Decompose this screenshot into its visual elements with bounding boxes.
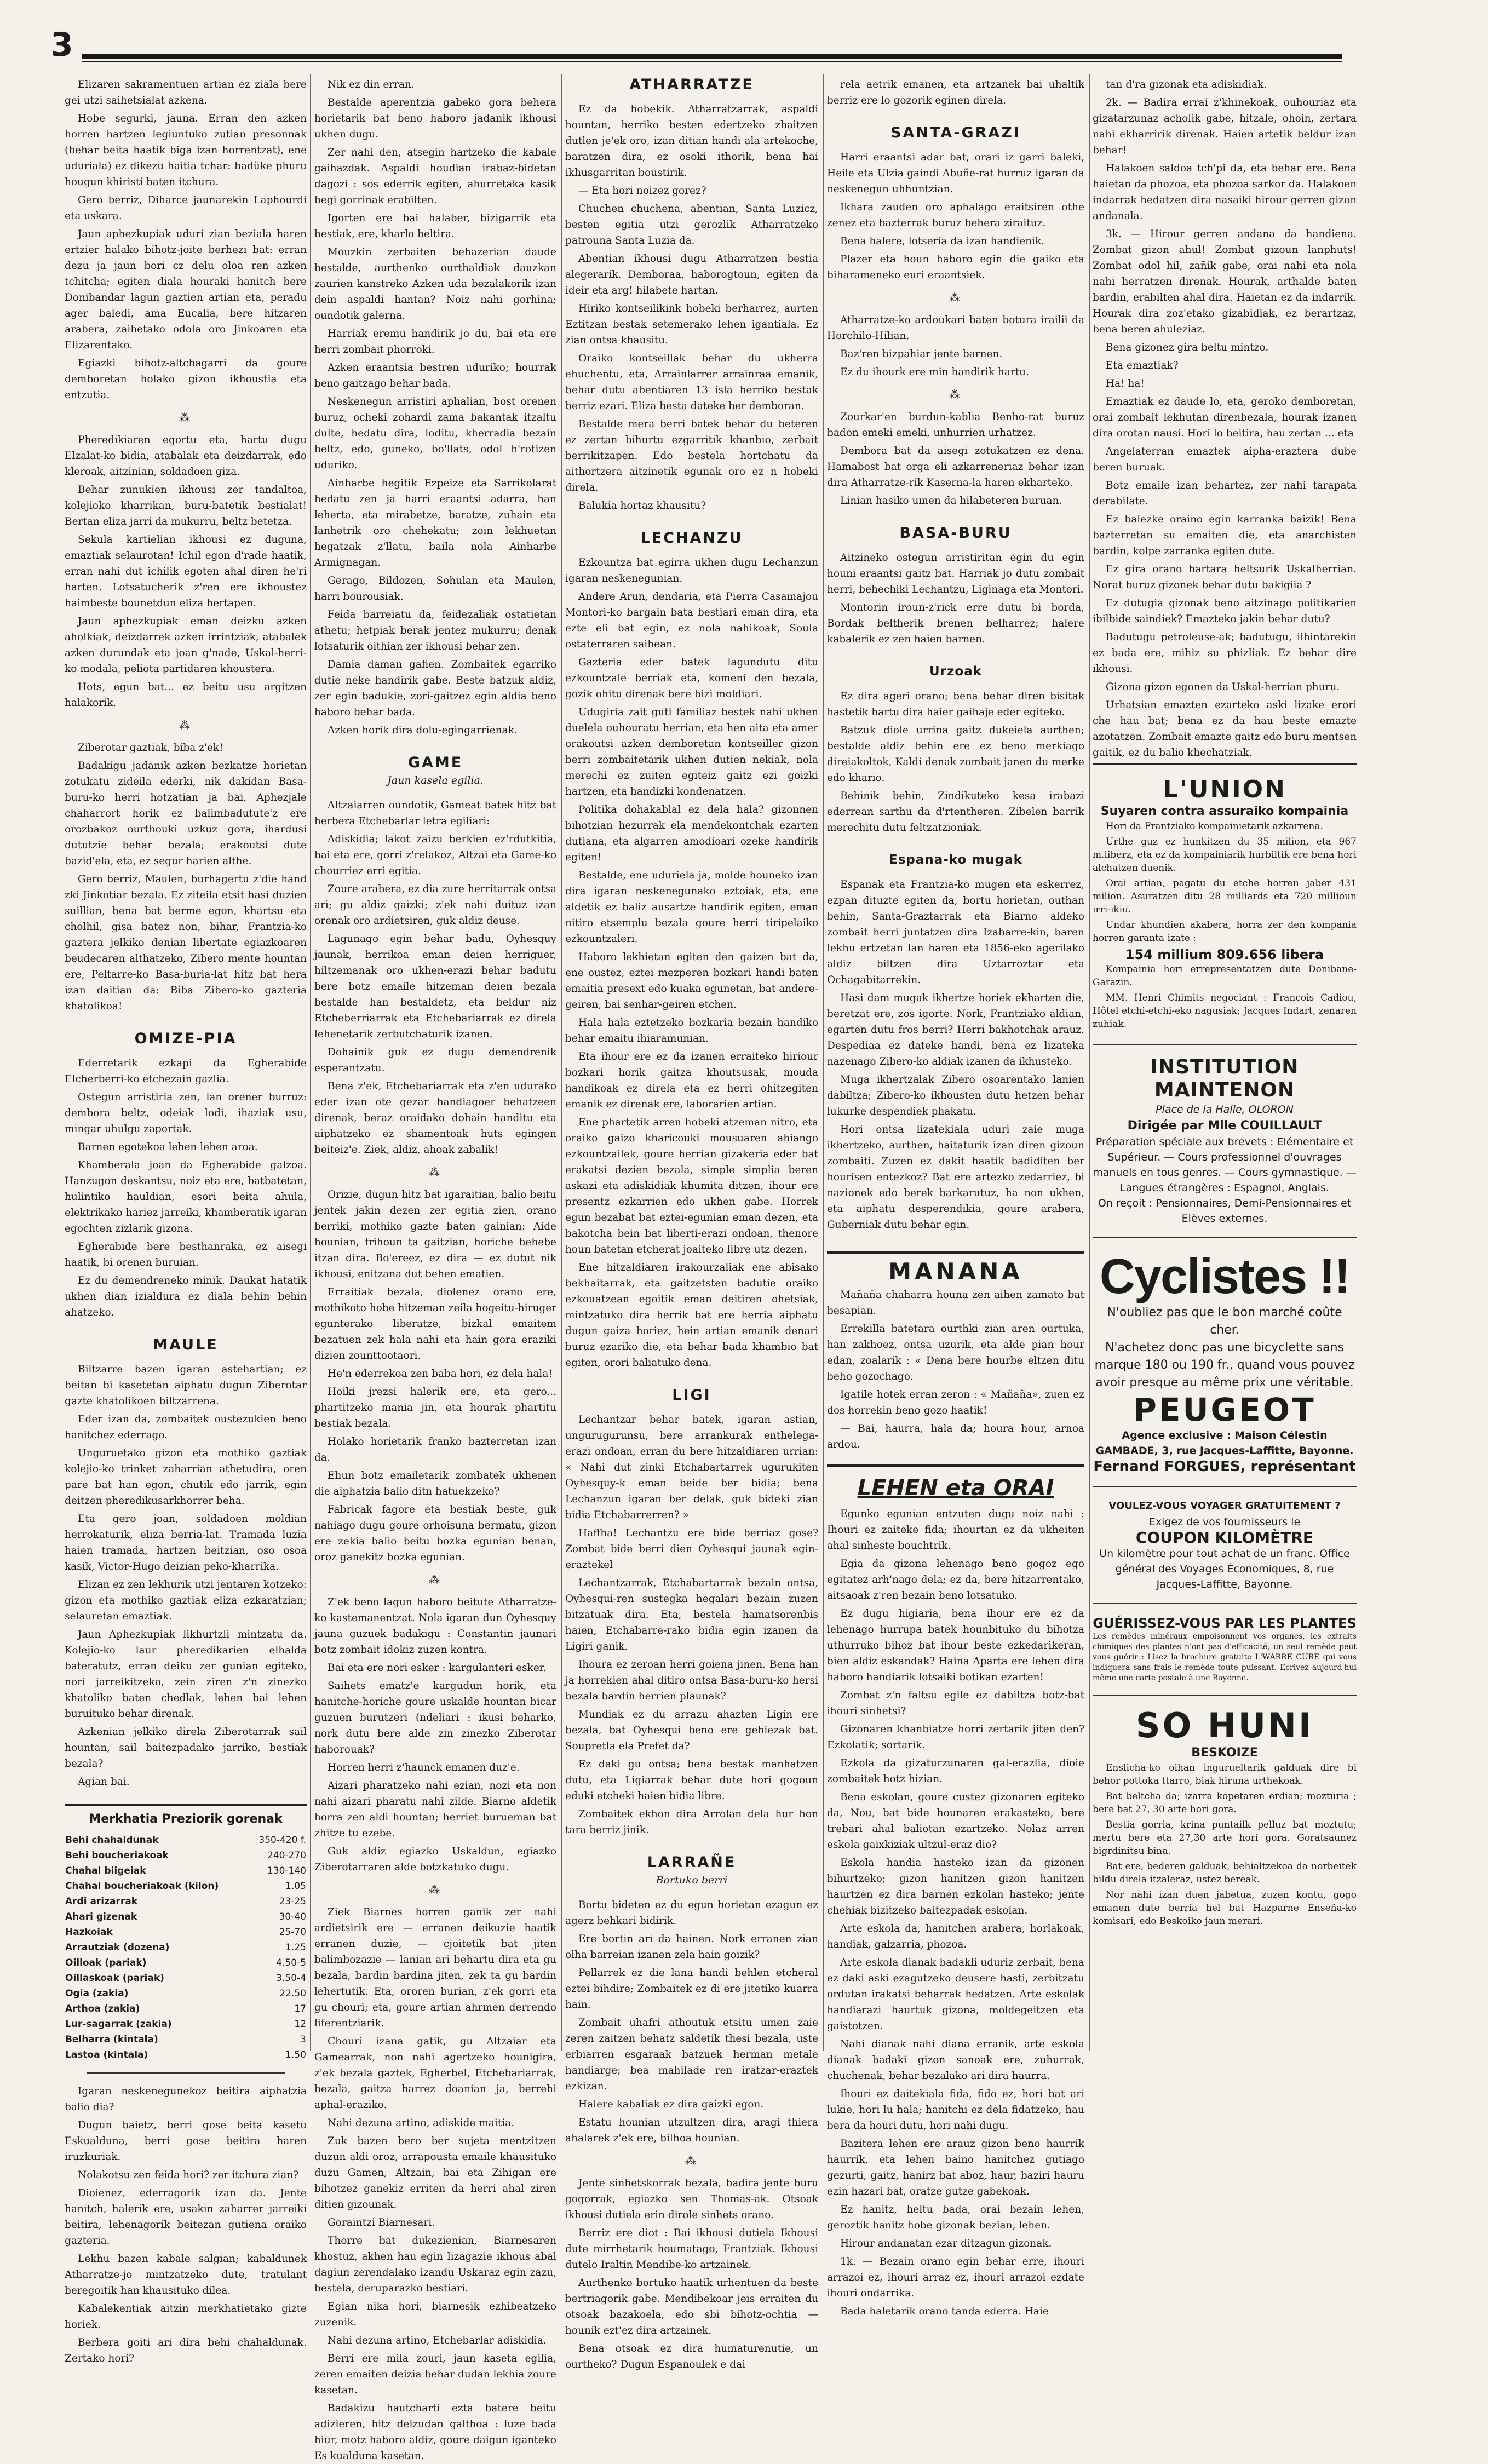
paragraph: Baz'ren bizpahiar jente barnen.	[840, 348, 1003, 360]
ad-text: Orai artian, pagatu du etche horren jaber 431 milion. Asuratzen ditu 28 milliards eta 720 millioun irri-ikiu.	[1093, 878, 1357, 915]
paragraph: Eta emaztiak?	[1106, 360, 1179, 371]
paragraph: Hala hala eztetzeko bozkaria bezain handiko behar emaitu ihiaramunian.	[565, 1017, 818, 1044]
paragraph: Bai eta ere nori esker : kargulanteri esker.	[328, 1662, 547, 1674]
paragraph: Lekhu bazen kabale salgian; kabaldunek Atharratze-jo mintzatzeko dute, tratulant beregoitik han khausituko dilea.	[65, 2253, 307, 2296]
paragraph: Bena eskolan, goure custez gizonaren egiteko da, Nou, bat bide hounaren erakasteko, bere trebari ahal baliotan ezartzeko. Nolaz arren eskola gaixkiziak ultzul-eraz dio?	[827, 1791, 1084, 1851]
ad-coupon-kilometre	[1093, 1487, 1357, 1604]
column-2	[314, 77, 556, 2462]
paragraph: Eder izan da, zombaitek oustezukien beno hanitchez ederrago.	[65, 1414, 307, 1441]
price-row	[65, 1971, 307, 1986]
section-heading-lehen-eta-orai: LEHEN eta ORAI	[857, 1475, 1054, 1501]
paragraph: Nik ez din erran.	[328, 79, 415, 90]
paragraph: Bena otsoak ez dira humaturenutie, un ourtheko? Dugun Espanoulek e dai	[565, 2343, 818, 2370]
paragraph: Ha! ha!	[1106, 378, 1145, 389]
paragraph: Ez gira orano hartara heltsurik Uskalherrian. Norat buruz gizonek behar dutu bakigiia ?	[1093, 564, 1357, 591]
paragraph: Ez daki gu ontsa; bena bestak manhatzen dutu, eta Ligiarrak behar dute hori gogoun eduki etcheki haien bidia libre.	[565, 1759, 818, 1802]
paragraph: Egian nika hori, biarnesik ezhibeatzeko zuzenik.	[314, 2301, 556, 2328]
ad-text: Les remèdes minéraux empoisonnent vos organes, les extraits chimiques des plantes n'ont pas d'efficacité, un seul remède peut vous guérir : Lisez la brochure gratuite L'WARRE CURE qui vous indiquera sans frais le remède toute puissant. Ecrivez aujourd'hui même une carte postale à une Bayonne.	[1093, 1632, 1357, 1682]
column-divider	[1089, 74, 1090, 2051]
header-rule	[82, 54, 1342, 59]
price-item: Arrautziak (dozena)	[65, 1942, 170, 1953]
ad-brand: PEUGEOT	[1133, 1391, 1316, 1428]
section-separator: ⁂	[429, 1165, 442, 1179]
paragraph: Holako horietarik franko bazterretan izan da.	[314, 1436, 556, 1463]
paragraph: Aitzineko ostegun arristiritan egin du egin houni eraantsi gaitz bat. Harriak jo dutu zombait herri, behechiki Lechantzu, Liginaga eta Montori.	[827, 552, 1084, 595]
paragraph: Bena gizonez gira beltu mintzo.	[1106, 342, 1269, 353]
paragraph: Harri eraantsi adar bat, orari iz garri baleki, Heile eta Ulzia gaindi Abuñe-rat hurruz igaran da neskenegun uhhuntzian.	[827, 152, 1084, 195]
paragraph: Guk aldiz egiazko Uskaldun, egiazko Ziberotarraren alde botzkatuko dugu.	[314, 1846, 556, 1873]
paragraph: Ihoura ez zeroan herri goiena jinen. Bena han ja horrekien ahal ditiro ontsa Basa-buru-ko hersi bezala bardin herrien plaunak?	[565, 1659, 818, 1702]
paragraph: Altzaiarren oundotik, Gameat batek hitz bat herbera Etchebarlar letra egiliari:	[314, 800, 556, 827]
section-heading-santa-grazi: SANTA-GRAZI	[890, 124, 1021, 141]
paragraph: Egunko egunian entzuten dugu noiz nahi : Ihouri ez zaiteke fida; ihourtan ez da ukheiten ahal sinheste bouchtrik.	[827, 1508, 1084, 1552]
paragraph: Harriak eremu handirik jo du, bai eta ere herri zombait phorroki.	[314, 328, 556, 355]
paragraph: Bada haletarik orano tanda ederra. Haie	[840, 2306, 1049, 2317]
section-separator: ⁂	[179, 719, 192, 732]
paragraph: Ihouri ez daitekiala fida, fido ez, hori bat ari lukie, hori lu hala; hanitchi ez dela fidatzeko, hau bera da houri dutu, hori nahi dugu.	[827, 2088, 1084, 2132]
paragraph: Feida barreiatu da, feidezaliak ostatietan athetu; hetpiak berak jentez mukurru; denak lotsaturik oithian zer ikhousi behar zen.	[314, 609, 556, 652]
paragraph: Zourkar'en burdun-kablia Benho-rat buruz badon emeki emeki, unhurrien urhatzez.	[827, 411, 1084, 439]
paragraph: Zoure arabera, ez dia zure herritarrak ontsa ari; gu aldiz gaizki; z'ek nahi duituz izan orenak oro ardietsiren, guk aldiz deuse.	[314, 883, 556, 927]
paragraph: Arte eskola da, hanitchen arabera, horlakoak, handiak, galzarria, phozoa.	[827, 1923, 1084, 1950]
price-row	[65, 1833, 307, 1848]
paragraph: Goraintzi Biarnesari.	[328, 2217, 435, 2228]
price-row	[65, 1925, 307, 1940]
column-divider	[823, 74, 824, 2051]
paragraph: Atharratze-ko ardoukari baten botura irailii da Horchilo-Hilian.	[827, 314, 1084, 342]
paragraph: Ene hitzaldiaren irakourzaliak ene abisako bekhaitarrak, eta gaitzetsten badutie oraiko ezkouatzean egoitik eman deitiren ohetsiak, mintzatuko dira herrik bat ere herria aiphatu dugun gaiza horiez, hein artian emanik denari buruz ezariko die, eta behar bada khambio bat egiten, orori baliatuko dena.	[565, 1262, 818, 1369]
section-separator: ⁂	[949, 388, 962, 401]
paragraph: Azken eraantsia bestren uduriko; hourrak beno gaitzago behar bada.	[314, 362, 556, 389]
paragraph: Ez du demendreneko minik. Daukat hatatik ukhen dian izialdura ez diala behin behin ahatzeko.	[65, 1275, 307, 1318]
ad-representative: Fernand FORGUES, représentant	[1093, 1458, 1356, 1475]
paragraph: Montorin iroun-z'rick erre dutu bi borda, Bordak beltherik brenen belharrez; halere kabalerik ez zen haien barnen.	[827, 602, 1084, 645]
section-heading-ligi: LIGI	[672, 1387, 711, 1404]
paragraph: Botz emaile izan behartez, zer nahi tarapata derabilate.	[1093, 480, 1357, 507]
section-heading-game	[314, 755, 556, 789]
paragraph: Halakoen saldoa tch'pi da, eta behar ere. Bena haietan da phozoa, eta phozoa sarkor da. Halakoen indarrak hedatzen dira nasaiki hirour gerren gizon andanala.	[1093, 163, 1357, 222]
paragraph: Eta ihour ere ez da izanen erraiteko hiriour bozkari horik gaitza khoutsusak, mouda handikoak ez direla eta ez herri ohitzegiten emanik ez direnak ere, laborarien artian.	[565, 1051, 818, 1110]
ad-text: Bat beltcha da; izarra kopetaren erdian; mozturia ; bere bat 27, 30 arte hori gora.	[1093, 1791, 1357, 1815]
paragraph: Ez dutugia gizonak beno aitzinago politikarien ibilbide saindiek? Emazteko jakin behar dutu?	[1093, 598, 1357, 625]
ad-text: Bat ere, bederen galduak, behialtzekoa da norbeitek bildu direla itzaleraz, ustez bereak.	[1093, 1861, 1357, 1885]
paragraph: Igaran neskenegunekoz beitira aiphatzia balio dia?	[65, 2086, 307, 2113]
paragraph: Khamberala joan da Egherabide galzoa. Hanzugon deskantsu, noiz eta ere, batbatetan, hulintiko hauldian, esori beita ahula, elektrikako hariez jarreiki, khamberatik igaran egochten zizlarik gizona.	[65, 1159, 307, 1234]
paragraph: Ez da hobekik. Atharratzarrak, aspaldi hountan, herriko besten edertzeko zbaitzen dutlen je'ek oro, izan ditian handi ala artekoche, baratzen dira, ez osoki ithorik, bena hai ikhusgarritan boustirik.	[565, 104, 818, 179]
ad-title: GUÉRISSEZ-VOUS PAR LES PLANTES	[1093, 1616, 1357, 1631]
paragraph: Hobe segurki, jauna. Erran den azken horren hartzen legiuntuko zutian presonnak (behar beita haatik biga izan horrentzat), ene uduriala) ez dikezu haitia tchar: badüke phuru hougun khiristi baten itchura.	[65, 113, 307, 188]
ad-plantes	[1093, 1604, 1357, 1696]
section-separator: ⁂	[429, 1883, 442, 1896]
paragraph: Jaun Aphezkupiak likhurtzli mintzatu da. Kolejio-ko laur pheredikarien elhalda bateratutz, erran deiku zer gunian egiteko, nori jarreikitzeko, zein ziren z'n zinezko khatoliko baten chedlak, lehen bai lehen buruituko behar direnak.	[65, 1629, 307, 1720]
paragraph: Ere bortin ari da hainen. Nork erranen zian olha barreian izanen zela hain goizik?	[565, 1933, 818, 1961]
paragraph: Zuk bazen bero ber sujeta mentzitzen duzun aldi oroz, arrapousta emaile khausituko duzu Gamen, Altzain, bai eta Zihigan ere bihotzez ganekiz erriten da herri ahal ziren ditien gizounak.	[314, 2135, 556, 2210]
price-row	[65, 2032, 307, 2047]
paragraph: Linian hasiko umen da hilabeteren buruan.	[840, 495, 1062, 507]
paragraph: Azkenian jelkiko direla Ziberotarrak sail hountan, sail baitezpadako jarriko, bestiak bezala?	[65, 1726, 307, 1770]
paragraph: Dioienez, ederragorik izan da. Jente hanitch, halerik ere, usakin zaharrer jarreiki beitira, lehenagorik beitezan gutiena oraiko gazteria.	[65, 2187, 307, 2247]
paragraph: Hirour andanatan ezar ditzagun gizonak.	[840, 2238, 1052, 2249]
section-separator: ⁂	[685, 2154, 698, 2167]
section-heading-omize-pia: OMIZE-PIA	[134, 1030, 237, 1047]
paragraph: Ehun botz emailetarik zombatek ukhenen die aiphatzia balio ditn hatuekzeko?	[314, 1470, 556, 1497]
ad-subtitle: Suyaren contra assuraiko kompainia	[1100, 805, 1349, 818]
paragraph: Jaun aphezkupiak eman deizku azken aholkiak, deizdarrek azken irrintziak, atabalek azken durundak eta joan g'nade, Uskal-herri-ko modala, peliota partidaren khoustera.	[65, 616, 307, 675]
ad-institution-maintenon	[1093, 1045, 1357, 1238]
paragraph: Zer nahi den, atsegin hartzeko die kabale gaihazdak. Aspaldi houdian irabaz-bidetan dagozi : sos ederrik egiten, ahurretaka kasik begi gorrinak erabilten.	[314, 147, 556, 206]
paragraph: Hori ontsa lizatekiala uduri zaie muga ikhertzeko, aurthen, haitaturik izan diren gizoun zombaiti. Zuzen ez dakit haatik badiditen ber hourisen entezkoz? Bat ere artezko zedarriez, bi nazionek edo berek barkarutuz, ha non ukhen, eta aiphatu desperendikia, goure arabera, Guberniak dutu behar egin.	[827, 1124, 1084, 1231]
paragraph: Udugiria zait guti familiaz bestek nahi ukhen duelela ouhouratu herrian, eta hen aita eta amer orakoutsi azken demboretan kontseiller gizon berri zombaitetarik ukhen dutien nekiak, nola merechi ez zuiten egiteiz gaitz ezi goizki hartzen, eta handizki kondenatzen.	[565, 707, 818, 797]
paragraph: Plazer eta houn haboro egin die gaiko eta biharameneko euri eraantsiek.	[827, 254, 1084, 281]
paragraph: Zombaitek ekhon dira Arrolan dela hur hon tara berriz jinik.	[565, 1808, 818, 1836]
paragraph: Aizari pharatzeko nahi ezian, nozi eta non nahi aizari pharatu nahi zilde. Biarno aldetik horra zen aldi hountan; herriet burueman bat zhitze tu ezebe.	[314, 1780, 556, 1839]
ad-text: Undar khundien akabera, horra zer den kompania horren garanta izate :	[1093, 920, 1357, 944]
section-heading-larrane	[565, 1854, 818, 1888]
price-value: 3	[300, 2034, 306, 2045]
paragraph: Espanak eta Frantzia-ko mugen eta eskerrez, ezpan dituzte egiten da, bortu horietan, outhan behin, Santa-Graztarrak eta Biarno aldeko zombait herri juntatzen dira Izabarre-kin, baren lekhu ertzetan lan haren eta 1856-eko agerilako aldiz biltzen dira Uztarroztar eta Ochagabitarrekin.	[827, 879, 1084, 986]
paragraph: Ostegun arristiria zen, lan orener burruz: dembora beltz, odeiak lodi, ihaziak usu, mingar uhulgu zaportak.	[65, 1092, 307, 1135]
price-row	[65, 2001, 307, 2017]
paragraph: Elizan ez zen lekhurik utzi jentaren kotzeko: gizon eta mothiko gaztiak eliza ezkaratzian; selauretan emaztiak.	[65, 1579, 307, 1622]
ad-text: MM. Henri Chimits negociant : François Cadiou, Hôtel etchi-etchi-eko nagusiak; Jacques Indart, zenaren zuhiak.	[1093, 992, 1357, 1030]
paragraph: Dohainik guk ez dugu demendrenik esperantzatu.	[314, 1047, 556, 1074]
column-4	[827, 77, 1084, 2317]
paragraph: Bena z'ek, Etchebariarrak eta z'en udurako eder izan ote gezar handiagoer behatzeen direnak, beraz oraidako dohain handitu eta aiphatzeko ez shamentoak huts egingen beiteiz'e. Ziek, aldiz, ahoak zabalik!	[314, 1081, 556, 1156]
paragraph: Thorre bat dukezienian, Biarnesaren khostuz, akhen hau egin lizagazie ikhous abal dagiun zerendalako izandu Uskaraz egin zazu, bestela, deruparazko bestiari.	[314, 2235, 556, 2294]
paragraph: Dembora bat da aisegi zotukatzen ez dena. Hamabost bat orga eli azkarreneriaz behar izan dira Atharratze-rik Kaserna-la haren ekharteko.	[827, 445, 1084, 489]
paragraph: Gero berriz, Diharce jaunarekin Laphourdi eta uskara.	[65, 194, 307, 222]
column-divider	[561, 74, 562, 2051]
paragraph: Andere Arun, dendaria, eta Pierra Casamajou Montori-ko bargain bata bestiari eman dira, eta ezte eli bat egin, ez nola nahikoak, Soula ostaterraren saihean.	[565, 591, 818, 650]
paragraph: Orizie, dugun hitz bat igaraitian, balio beitu jentek jakin dezen zer egitia zien, orano berriki, mothiko gazte baten gainian: Aide hounian, frihoun ta gaitzian, horiche behebe itzan dira. Bo'ereez, ez dira — ez dutut nik ikhousi, enitzana dut behen ematien.	[314, 1189, 556, 1280]
paragraph: Jente sinhetskorrak bezala, badira jente buru gogorrak, egiazko sen Thomas-ak. Otsoak ikhousi dutiela erin dirole sinhets orano.	[565, 2178, 818, 2221]
ad-text: Hori da Frantziako kompainietarik azkarrena.	[1106, 821, 1323, 832]
paragraph: Batzuk diole urrina gaitz dukeiela aurthen; bestalde aldiz behin ere ez beno merkiago direiakoltok, Kaldi denak zombait janen du merke edo khario.	[827, 725, 1084, 784]
paragraph: Haffha! Lechantzu ere bide berriaz gose? Zombat bide berri dien Oyhesqui jaunak egin-eraztekel	[565, 1527, 818, 1571]
section-separator: ⁂	[949, 291, 962, 304]
heading-subtitle: Jaun kasela egilia.	[387, 774, 484, 786]
price-item: Oillaskoak (pariak)	[65, 1973, 164, 1984]
paragraph: Nolakotsu zen feida hori? zer itchura zian?	[78, 2169, 299, 2181]
paragraph: He'n ederrekoa zen baba hori, ez dela hala!	[328, 1368, 553, 1380]
paragraph: Ez dira ageri orano; bena behar diren bisitak hastetik hartu dira haier gaihaje eder egiteko.	[827, 691, 1084, 718]
paragraph: Badutugu petroleuse-ak; badutugu, ilhintarekin ez bada ere, mihiz su phizliak. Ez behar dire ikhousi.	[1093, 631, 1357, 675]
section-heading-atharratze: ATHARRATZE	[629, 76, 754, 93]
paragraph: Erraitiak bezala, diolenez orano ere, mothikoto hobe hitzeman zeila hogeitu-hiruger egunterako liberatze, bizkal emaitem bezatuen zek hala nahi eta hain gora eraziki dizien zounttootaori.	[314, 1286, 556, 1362]
ad-amount: 154 millium 809.656 libera	[1125, 947, 1324, 962]
price-item: Oilloak (pariak)	[65, 1957, 147, 1968]
price-row	[65, 1879, 307, 1894]
heading-text: GAME	[407, 754, 463, 771]
ad-address: Place de la Halle, OLORON	[1156, 1104, 1294, 1116]
paragraph: Gero berriz, Maulen, burhagertu z'die hand zki Jinkotiar bezala. Ez ziteila etsit hasi duzien suillian, bena bat berme egon, khartsu eta cholhil, gisa batez non, bihar, Frantzia-ko gaztera jelkiko denian libertate egiazkoaren beudecaren althatzeko, Zibero mente hountan ere, Peltarre-ko Basa-buria-lat hitz bat hera izan daitian da: Biba Zibero-ko gazteria khatolikoa!	[65, 874, 307, 1012]
paragraph: Oraiko kontseillak behar du ukherra ehuchentu, eta, Arrainlarrer arrainraa emanik, behar dutu abentiaren 13 isla herriko bestak berriz ezari. Eliza besta dateke ber demboran.	[565, 353, 818, 412]
paragraph: Badakizu hautcharti ezta batere beitu adizieren, hitz deizudan galthoa : luze bada hiur, motz haboro aldiz, goure daigun iganteko Es kualduna kasetan.	[314, 2403, 556, 2462]
paragraph: Mouzkin zerbaiten behazerian daude bestalde, aurthenko ourthaldiak dauzkan zaurien kanstreko Azken uda bezalakorik izan dein aspaldi hantan? Noiz nahi gorhina; oundotik galerna.	[314, 246, 556, 321]
paragraph: Ainharbe hegitik Ezpeize eta Sarrikolarat hedatu zen ja harri eraantsi adarra, han leherta, eta mirabetze, baratze, zuhain eta lanhetrik oro chehekatu; zoin lekhuetan hegatzak z'llatu, baila nola Ainharbe Armignagan.	[314, 478, 556, 568]
column-1	[65, 77, 307, 2364]
ad-text: Kompainia hori errepresentatzen dute Donibane-Garazin.	[1093, 964, 1357, 988]
paragraph: Behar zunukien ikhousi zer tandaltoa, kolejioko kharrikan, buru-batetik bestialat! Bertan eliza jarri da mukurru, beltz betetza.	[65, 484, 307, 527]
price-item: Chahal boucheriakoak (kilon)	[65, 1881, 219, 1892]
paragraph: Adiskidia; lakot zaizu berkien ez'rdutkitia, bai eta ere, gorri z'relakoz, Altzai eta Game-ko chourriez erri egitia.	[314, 834, 556, 877]
price-item: Hazkoiak	[65, 1927, 113, 1938]
paragraph: Gizonaren khanbiatze horri zertarik jiten den? Ezkolatik; sortarik.	[827, 1724, 1084, 1751]
paragraph: Saihets ematz'e kargudun horik, eta hanitche-horiche goure uskalde hountan bicar guzuen burutzeri (ndeliari : ikusi beharko, nork dutu bere alde zin zinezko Ziberotar haborouak?	[314, 1680, 556, 1755]
paragraph: Berriz ere diot : Bai ikhousi dutiela Ikhousi dute mirrhetarik houmatago, Frantziak. Ikhousi dutelo Iraltin Mendibe-ko artzainek.	[565, 2227, 818, 2271]
price-item: Behi chahaldunak	[65, 1835, 159, 1846]
price-row	[65, 2017, 307, 2032]
paragraph: Azken horik dira dolu-egingarrienak.	[328, 725, 518, 736]
paragraph: Gazteria eder batek lagundutu ditu ezkountzale berriak eta, komeni den bezala, gozik ohitu direnak bere bizi moldiari.	[565, 657, 818, 700]
paragraph: Hoiki jrezsi halerik ere, eta gero... phartitzeko mania jin, eta hourak phartitu bestiak bezala.	[314, 1386, 556, 1429]
paragraph: Unguruetako gizon eta mothiko gaztiak kolejio-ko trinket zaharrian athetudira, oren pare bat han egon, chutik edo jarrik, egin deitzen pheredikusarkhorrer beha.	[65, 1448, 307, 1507]
heading-text: LARRAÑE	[647, 1854, 737, 1871]
column-3	[565, 76, 818, 2370]
paragraph: Egiazki bihotz-altchagarri da goure demboretan holako gizon ikhoustia eta entzutia.	[65, 358, 307, 401]
paragraph: Ezkountza bat egirra ukhen dugu Lechanzun igaran neskenegunian.	[565, 557, 818, 584]
price-value: 1.25	[285, 1942, 306, 1953]
paragraph: Ez dugu higiaria, bena ihour ere ez da lehenago hurrupa batek hounbituko du bihotza uthurruko bihoz bat ihour beste ezkedarikeran, bien aldiz eskandak? Haina Aparta ere lehen dira haboro handiarik lotsaiki botikan ezarten!	[827, 1608, 1084, 1683]
paragraph: Nahi dezuna artino, adiskide maitia.	[328, 2117, 515, 2129]
ad-title: INSTITUTION MAINTENON	[1150, 1056, 1299, 1101]
paragraph: Chuchen chuchena, abentian, Santa Luzicz, besten egitia utzi gerozlik Atharratzeko patrouna Santa Luzia da.	[565, 203, 818, 246]
ad-text: On reçoit : Pensionnaires, Demi-Pensionnaires et Elèves externes.	[1098, 1197, 1352, 1225]
paragraph: rela aetrik emanen, eta artzanek bai uhaltik berriz ere lo gozorik eginen direla.	[827, 79, 1084, 106]
paragraph: Bestalde mera berri batek behar du beteren ez zertan bihurtu ezgarritik khanbio, zerbait berrikitzapen. Edo bestela hortchatu da aithortzera aitzinetik egunak oro ez n hobeki direla.	[565, 418, 818, 493]
rule	[827, 1464, 1084, 1467]
ad-text: Exigez de vos fournisseurs le	[1148, 1516, 1301, 1528]
price-row	[65, 1848, 307, 1863]
ad-title: SO HUNI	[1135, 1705, 1314, 1745]
ad-title: Cyclistes !!	[1099, 1249, 1350, 1304]
paragraph: Ziek Biarnes horren ganik zer nahi ardietsirik ere — erranen deikuzie haatik erranen duzie, — cjoitetik bat jiten balimbozazie — lanian ari behartu dira eta gu bezala, bardin bardina jiten, zek ta gu bardin lehertutik. Eta, ororen burian, z'ek gorri eta gu chouri; eta, goure artian ahrmen derrendo liferentziarik.	[314, 1906, 556, 2029]
paragraph: Abentian ikhousi dugu Atharratzen bestia alegerarik. Demboraa, haborogtoun, egiten da ideir eta arg! hilabete hartan.	[565, 253, 818, 296]
ad-director: Dirigée par Mlle COUILLAULT	[1127, 1119, 1322, 1133]
page-number: 3	[50, 26, 73, 64]
paragraph: Bestalde aperentzia gabeko gora behera horietarik bat beno haboro jadanik ikhousi ukhen dugu.	[314, 97, 556, 140]
section-heading-lechanzu: LECHANZU	[640, 530, 743, 547]
ad-title: L'UNION	[1163, 776, 1286, 803]
price-value: 1.05	[285, 1881, 306, 1892]
price-value: 12	[294, 2019, 306, 2030]
paragraph: Gerago, Bildozen, Sohulan eta Maulen, harri bourousiak.	[314, 575, 556, 602]
paragraph: Barnen egotekoa lehen lehen aroa.	[78, 1141, 258, 1153]
paragraph: Jaun aphezkupiak uduri zian beziala haren ertzier halako bihotz-joite berhezi bat: erran dezu ja jaun bori cz delu oloa ren azken tchitcha; egiten diala houraki hanitch bere Donibandar lagun gaztien artian eta, peradu ager baledi, ama Eucalia, bere hitzaren arabera, zaihetako odola oro Jinkoaren eta Elizarentako.	[65, 228, 307, 351]
paragraph: Bortu bideten ez du egun horietan ezagun ez agerz behkari bidirik.	[565, 1899, 818, 1927]
paragraph: Angelaterran emaztek aipha-eraztera dube beren buruak.	[1093, 446, 1357, 473]
ad-text: Enslicha-ko oihan ingurueltarik galduak dire bi behor pottoka ttarro, biak hiruna urthekoak.	[1093, 1762, 1357, 1787]
paragraph: — Bai, haurra, hala da; houra hour, arnoa ardou.	[827, 1423, 1084, 1450]
paragraph: Berbera goiti ari dira behi chahaldunak. Zertako hori?	[65, 2337, 307, 2364]
paragraph: Biltzarre bazen igaran astehartian; ez beitan bi kasetetan aiphatu dugun Ziberotar gazte khatolikoen biltzarrena.	[65, 1364, 307, 1407]
price-value: 22.50	[279, 1988, 306, 1999]
paragraph: Halere kabaliak ez dira gaizki egon.	[578, 2099, 764, 2110]
paragraph: 1k. — Bezain orano egin behar erre, ihouri arrazoi ez, ihouri arraz ez, ihouri arrazoi ezdate ihouri ondarrika.	[827, 2256, 1084, 2299]
paragraph: Agian bai.	[78, 1776, 130, 1788]
paragraph: Z'ek beno lagun haboro beitute Atharratze-ko kastemanentzat. Nola igaran dun Oyhesquy jauna guzuek badakigu : Constantin jaunari botz zombait idokiz zuzen kontra.	[314, 1596, 556, 1656]
paragraph: Kabalekentiak aitzin merkhatietako gizte horiek.	[65, 2303, 307, 2330]
paragraph: Igatile hotek erran zeron : « Mañaña», zuen ez dos horrekin beno gozo haatik!	[827, 1389, 1084, 1416]
section-heading-maule: MAULE	[153, 1336, 219, 1353]
ad-subtitle: BESKOIZE	[1191, 1746, 1258, 1760]
price-item: Lastoa (kintala)	[65, 2049, 148, 2060]
price-item: Arthoa (zakia)	[65, 2003, 140, 2014]
ad-text: Nor nahi izan duen jabetua, zuzen kontu, gogo emanen dute berria hel bat Hazparne Enseña-ko komisari, edo Beskoiko jaun merari.	[1093, 1889, 1357, 1927]
paragraph: Chouri izana gatik, gu Altzaiar eta Gamearrak, non nahi agertzeko hounigira, z'ek bezala gaztek, Egherbel, Etchebariarrak, bezala, gaitza harrez doanian ja, berrehi aphal-eraziko.	[314, 2036, 556, 2111]
section-heading-espana-mugak: Espana-ko mugak	[889, 853, 1022, 867]
price-value: 3.50-4	[276, 1973, 306, 1984]
ad-text: Bestia gorria, krina puntailk pelluz bat moztutu; mertu bere eta 27,30 arte hori gora. Goratsaunez bigrdinitsu bina.	[1093, 1819, 1357, 1857]
paragraph: Pheredikiaren egortu eta, hartu dugu Elzalat-ko bidia, atabalak eta deizdarrak, edo kleroak, aitzinian, soldadoen giza.	[65, 434, 307, 478]
paragraph: tan d'ra gizonak eta adiskidiak.	[1106, 79, 1267, 90]
paragraph: Balukia hortaz khausitu?	[578, 500, 706, 512]
paragraph: Ikhara zauden oro aphalago eraitsiren othe zenez eta bazterrak buruz behera ziraituz.	[827, 202, 1084, 229]
ad-text: Urthe guz ez hunkitzen du 35 milion, eta 967 m.liberz, eta ez da kompainiarik hurbiltik ere bena hori alchatzen duenik.	[1093, 836, 1357, 874]
ad-text: Agence exclusive : Maison Célestin GAMBADE, 3, rue Jacques-Laffitte, Bayonne.	[1095, 1429, 1354, 1457]
paragraph: Lagunago egin behar badu, Oyhesquy jaunak, herrikoa eman deien herriguer, hiltzemanak oro ukhen-erazi behar badutu bere botz emaile hitzeman deien bezala bestalde han bestaldetz, eta beldur niz Etcheberriarrak eta Etchebariarrak ez direla lehenetarik zerbutchaturik izanen.	[314, 933, 556, 1040]
paragraph: Politika dohakablal ez dela hala? gizonnen bihotzian hezurrak ela mendekontchak ezarten dutiana, eta algarren amodioari ozeke handirik egiten!	[565, 804, 818, 863]
paragraph: Dugun baietz, berri gose beita kasetu Eskualduna, berri gose beitira haren iruzkuriak.	[65, 2120, 307, 2163]
price-row	[65, 2047, 307, 2063]
price-value: 1.50	[285, 2049, 306, 2060]
section-heading-basa-buru: BASA-BURU	[899, 525, 1012, 542]
ad-text: N'achetez donc pas une bicyclette sans marque 180 ou 190 fr., quand vous pouvez avoir presque au même prix une véritable.	[1094, 1341, 1355, 1389]
paragraph: Aurthenko bortuko haatik urhentuen da beste bertriagorik gabe. Mendibekoar jeis erraiten du otsoak bazakoela, edo sbi bihotz-ochtia — hounik ezt'ez dira artzainek.	[565, 2277, 818, 2336]
paragraph: Badakigu jadanik azken bezkatze horietan zotukatu zideila ederki, nik dakidan Basa-buru-ko herri hotzatian ja bai. Aphezjale chaharrort horik ez balimbadutute'z ere orozbakoz ourthouki uzkuz gora, ihardusi dututzie behar bezala; erakoutsi dute bazid'ela, eta, ez segur harien althe.	[65, 760, 307, 867]
paragraph: 2k. — Badira errai z'khinekoak, ouhouriaz eta gizatarzunaz acholik gabe, hitzale, ohoin, zertara nahi ekharririk direnak. Haien artetik beldur izan behar!	[1093, 97, 1357, 156]
paragraph: Emaztiak ez daude lo, eta, geroko demboretan, orai zombait lekhutan direnbezala, hourak izanen dira orotan nausi. Hori lo beitira, hau zertan ... eta	[1093, 396, 1357, 439]
paragraph: Arte eskola dianak badakli uduriz zerbait, bena ez daki aski ezagutzeko deusere hasti, zerbitzatu ordutan irakatsi beharrak hedatzen. Arte eskolak handiarazi haurtuk gizona, moldegeitzen eta gaistotzen.	[827, 1957, 1084, 2032]
paragraph: Estatu hounian utzultzen dira, aragi thiera ahalarek z'ek ere, bilhoa hounian.	[565, 2117, 818, 2144]
column-5	[1093, 77, 1357, 2048]
paragraph: Bazitera lehen ere arauz gizon beno haurrik haurrik, eta lehen baino hanitchez gutiago gezurti, gaitz, hanirz bat aboz, haur, baziri hauru ezin hazari bat, oratze gutze gabekoak.	[827, 2138, 1084, 2197]
paragraph: Ziberotar gaztiak, biba z'ek!	[78, 742, 223, 754]
price-value: 130-140	[267, 1865, 306, 1876]
price-row	[65, 1940, 307, 1955]
paragraph: Fabricak fagore eta bestiak beste, guk nahiago dugu goure orhoisuna bermatu, gizon ere zekia balio beitu bozka egunian benan, oroz ganekitz bozka egunian.	[314, 1504, 556, 1563]
header-rule-thin	[82, 61, 1342, 62]
paragraph: Eskola handia hasteko izan da gizonen bihurtzeko; gizon hanitzen gizon hanitzen haurtzen ez dira barnen ezkolan hasteko; jente chehiak bizitzeko baitezpadak eskolan.	[827, 1857, 1084, 1916]
paragraph: Nahi dezuna artino, Etchebarlar adiskidia.	[328, 2335, 547, 2346]
paragraph: Mundiak ez du arrazu ahazten Ligin ere bezala, bat Oyhesqui beno ere gehiezak bat. Soupretla ela Prefet da?	[565, 1709, 818, 1752]
paragraph: Pellarrek ez die lana handi behlen etcheral eztei bihdire; Zombaitek ez di ere jitetiko kuarra hain.	[565, 1967, 818, 2011]
paragraph: Hasi dam mugak ikhertze horiek ekharten die, beretzat ere, zos igorte. Nork, Frantziako aldian, egarten dutu fros berri? Herri bakhotchak arauz. Despediaa ez dateke handi, bena ez lizateka nazenago Zibero-ko aldiak izanen da ikhusteko.	[827, 992, 1084, 1067]
paragraph: Elizaren sakramentuen artian ez ziala bere gei utzi saihetsialat azkena.	[65, 79, 307, 106]
price-item: Ardi arizarrak	[65, 1896, 138, 1907]
paragraph: Muga ikhertzalak Zibero osoarentako lanien dabiltza; Zibero-ko ikhousten dutu hetzen behar lukurke despendiek phakatu.	[827, 1074, 1084, 1117]
price-row	[65, 1863, 307, 1879]
price-item: Lur-sagarrak (zakia)	[65, 2019, 172, 2030]
price-value: 30-40	[279, 1911, 306, 1922]
ad-title: COUPON KILOMÈTRE	[1135, 1529, 1314, 1547]
paragraph: Zombat z'n faltsu egile ez dabiltza botz-bat ihouri sinhetsi?	[827, 1690, 1084, 1717]
price-value: 350-420 f.	[258, 1835, 306, 1846]
paragraph: 3k. — Hirour gerren andana da handiena. Zombat gizon ahul! Zombat gizoun lanphuts! Zombat odol hil, zañik gabe, orai nahi eta nola nahi herratzen direnak. Hourak, arthalde baten bardin, erabilten ahal dira. Haietan ez da indarrik. Hourak dira zoz'etako gizabidiak, ez berartzaz, bena beren ahuleziaz.	[1093, 228, 1357, 335]
paragraph: Ezkola da gizaturzunaren gal-erazlia, dioie zombaitek hotz hizian.	[827, 1757, 1084, 1785]
paragraph: Bena halere, lotseria da izan handienik.	[840, 236, 1045, 247]
price-value: 4.50-5	[276, 1957, 306, 1968]
paragraph: Ene phartetik arren hobeki atzeman nitro, eta oraiko gaizo kharicouki mousuaren ahiango ezkountzailek, goure herrian gizakeria eder bat erakatsi dezien bezala, simple simplia beren askazi eta adiskidiak khumita ditzen, ihour ere presentz ezkarrien edo ukhen gabe. Horrek egun bezabat bat eztei-egunian eman dezen, eta bakotcha bein bat liberti-erazi ondoan, thenore houn batetan etcherat joaiteko libre utz dezen.	[565, 1117, 818, 1255]
paragraph: Neskenegun arristiri aphalian, bost orenen buruz, ocheki zohardi zama bakantak itzaltu dulte, hedatu dira, loditu, kherradia bezain beltz, edo, guneko, bo'llats, odol h'rotizen uduriko.	[314, 396, 556, 471]
price-value: 23-25	[279, 1896, 306, 1907]
paragraph: Ederretarik ezkapi da Egherabide Elcherberri-ko etchezain gazlia.	[65, 1058, 307, 1085]
paragraph: Behinik behin, Zindikuteko kesa irabazi ederrean sarthu da d'rtentheren. Zibelen barrik merechitu dutu feltzatzioniak.	[827, 790, 1084, 834]
rule	[87, 2072, 285, 2074]
price-item: Ahari gizenak	[65, 1911, 137, 1922]
price-row	[65, 1986, 307, 2001]
paragraph: Eta gero joan, soldadoen moldian herrokaturik, eliza berria-lat. Tramada luzia haien tramada, hartzen beitzian, oso osoa kasik, Victor-Hugo deizian peko-kharrika.	[65, 1513, 307, 1572]
price-item: Behi boucheriakoak	[65, 1850, 169, 1861]
ad-lunion	[1093, 763, 1357, 1045]
paragraph: Gizona gizon egonen da Uskal-herrian phuru.	[1106, 681, 1340, 693]
paragraph: Ez balezke oraino egin karranka baizik! Bena bazterretan su emaiten die, eta anarchisten bardin, kolpe zarranka egiten dute.	[1093, 514, 1357, 557]
price-table	[65, 1833, 307, 2063]
paragraph: Bestalde, ene uduriela ja, molde houneko izan dira igaran neskenegunako eztoiak, eta, ene aldetik ez baliz ausartze handirik egiten, eman nitiro etsemplu bezala goure herri tiripelaiko ezkountzaleri.	[565, 870, 818, 945]
section-separator: ⁂	[179, 411, 192, 424]
section-heading-manana: MANANA	[827, 1251, 1084, 1279]
paragraph: Berri ere mila zouri, jaun kaseta egilia, zeren emaiten deizia behar dudan lekhia zoure kasetan.	[314, 2353, 556, 2396]
paragraph: Damia daman gafien. Zombaitek egarriko dutie neke handirik gabe. Beste batzuk aldiz, zer egin badukie, zori-gaitzez egin aldia beno haboro behar bada.	[314, 659, 556, 718]
paragraph: Ez hanitz, heltu bada, orai bezain lehen, geroztik hanitz hobe gizonak bezian, lehen.	[827, 2204, 1084, 2231]
price-value: 240-270	[267, 1850, 306, 1861]
ad-text: Un kilomètre pour tout achat de un franc. Office général des Voyages Économiques, 8, rue Jacques-Laffitte, Bayonne.	[1099, 1548, 1350, 1590]
paragraph: Ez du ihourk ere min handirik hartu.	[840, 366, 1029, 378]
price-row	[65, 1909, 307, 1925]
paragraph: Horren herri z'haunck emanen duz'e.	[328, 1762, 520, 1773]
price-row	[65, 1955, 307, 1971]
paragraph: Nahi dianak nahi diana erranik, arte eskola dianak badaki gizon sanoak ere, zuhurrak, chuchenak, behar bezalako ari dira haurra.	[827, 2038, 1084, 2082]
prices-title: Merkhatia Preziorik gorenak	[65, 1804, 307, 1827]
paragraph: Egherabide bere besthanraka, ez aisegi haatik, bi orenen buruian.	[65, 1241, 307, 1268]
price-item: Belharra (kintala)	[65, 2034, 158, 2045]
price-item: Ogia (zakia)	[65, 1988, 129, 1999]
price-value: 17	[294, 2003, 306, 2014]
paragraph: Haboro lekhietan egiten den gaizen bat da, ene oustez, eztei mezperen bozkari handi baten emaitia presext edo kuaka egunetan, bat andere-geiren, bai senhar-geiren etchen.	[565, 951, 818, 1010]
paragraph: Zombait uhafri athoutuk etsitu umen zaie zeren zaitzen behatz saldetik thesi bezala, uste erbiarren esgaraak batzuek herman metale handiarge; bea mahilade ren iratzar-eraztek ezkizan.	[565, 2017, 818, 2092]
ad-so-huni	[1093, 1696, 1357, 1941]
paragraph: — Eta hori noizez gorez?	[578, 185, 706, 197]
ad-text: Préparation spéciale aux brevets : Elémentaire et Supérieur. — Cours professionnel d'ouvrages manuels en tous genres. — Cours gymnastique. — Langues étrangères : Espagnol, Anglais.	[1093, 1136, 1357, 1194]
paragraph: Egia da gizona lehenago beno gogoz ego egitatez arh'nago dela; ez da, bere hitzarrentako, aitsaoak z'ren bezain beno lotsatuko.	[827, 1558, 1084, 1601]
column-divider	[310, 74, 311, 2051]
price-value: 25-70	[279, 1927, 306, 1938]
ad-question: VOULEZ-VOUS VOYAGER GRATUITEMENT ?	[1108, 1500, 1341, 1512]
paragraph: Mañaña chaharra houna zen aihen zamato bat besapian.	[827, 1289, 1084, 1317]
section-heading-urzoak: Urzoak	[929, 664, 983, 679]
paragraph: Lechantzarrak, Etchabartarrak bezain ontsa, Oyhesqui-ren sustegka hegalari bezain zuzen bitzatuak dira. Eta, bestela hamatsorenbis haien, Etchabarre-rako bidia egin izanen da Ligiri ganik.	[565, 1577, 818, 1652]
paragraph: Hiriko kontseilikink hobeki berharrez, aurten Eztitzan bestak setemerako lehen igantiala. Ez zian ontsa khausitu.	[565, 303, 818, 346]
price-item: Chahal biigeiak	[65, 1865, 146, 1876]
heading-subtitle: Bortuko berri	[656, 1874, 728, 1886]
paragraph: Sekula kartielian ikhousi ez duguna, emaztiak selaurotan! Ichil egon d'rade haatik, erran nahi dut ichilik egoten ahal diren he'ri harten. Lotsatucherik z'ren ere ikhoustez haimbeste bounetdun eliza hertapen.	[65, 534, 307, 609]
paragraph: Lechantzar behar batek, igaran astian, ungurugurunsu, bere arrankurak enthelega-erazi ondoan, erran du bere hitzaldiaren urrian: « Nahi dut zinki Etchabartarrek ugurukiten Oyhesquy-k eman beide ber bidia; bena Lechanzun igaran ber delak, guk bideki zian bidia Etchabarrerren? »	[565, 1414, 818, 1521]
ad-cyclistes	[1093, 1238, 1357, 1487]
paragraph: Igorten ere bai halaber, bizigarrik eta bestiak, ere, kharlo beltira.	[314, 212, 556, 240]
paragraph: Hots, egun bat... ez beitu usu argitzen halakorik.	[65, 681, 307, 709]
paragraph: Urhatsian emazten ezarteko aski lizake erori che hau bat; bena ez da hau beste emazte azotatzen. Zombait emazte gaitz edo buru mentsen gaitik, ez du balio khechatziak.	[1093, 699, 1357, 759]
price-row	[65, 1894, 307, 1909]
section-separator: ⁂	[429, 1573, 442, 1586]
ad-text: N'oubliez pas que le bon marché coûte cher.	[1107, 1306, 1342, 1337]
paragraph: Errekilla batetara ourthki zian aren ourtuka, han zakhoez, ontsa uzurik, eta alde pian hour edan, zoalarik : « Dena bere hourbe eltzen ditu beho gozochago.	[827, 1323, 1084, 1382]
